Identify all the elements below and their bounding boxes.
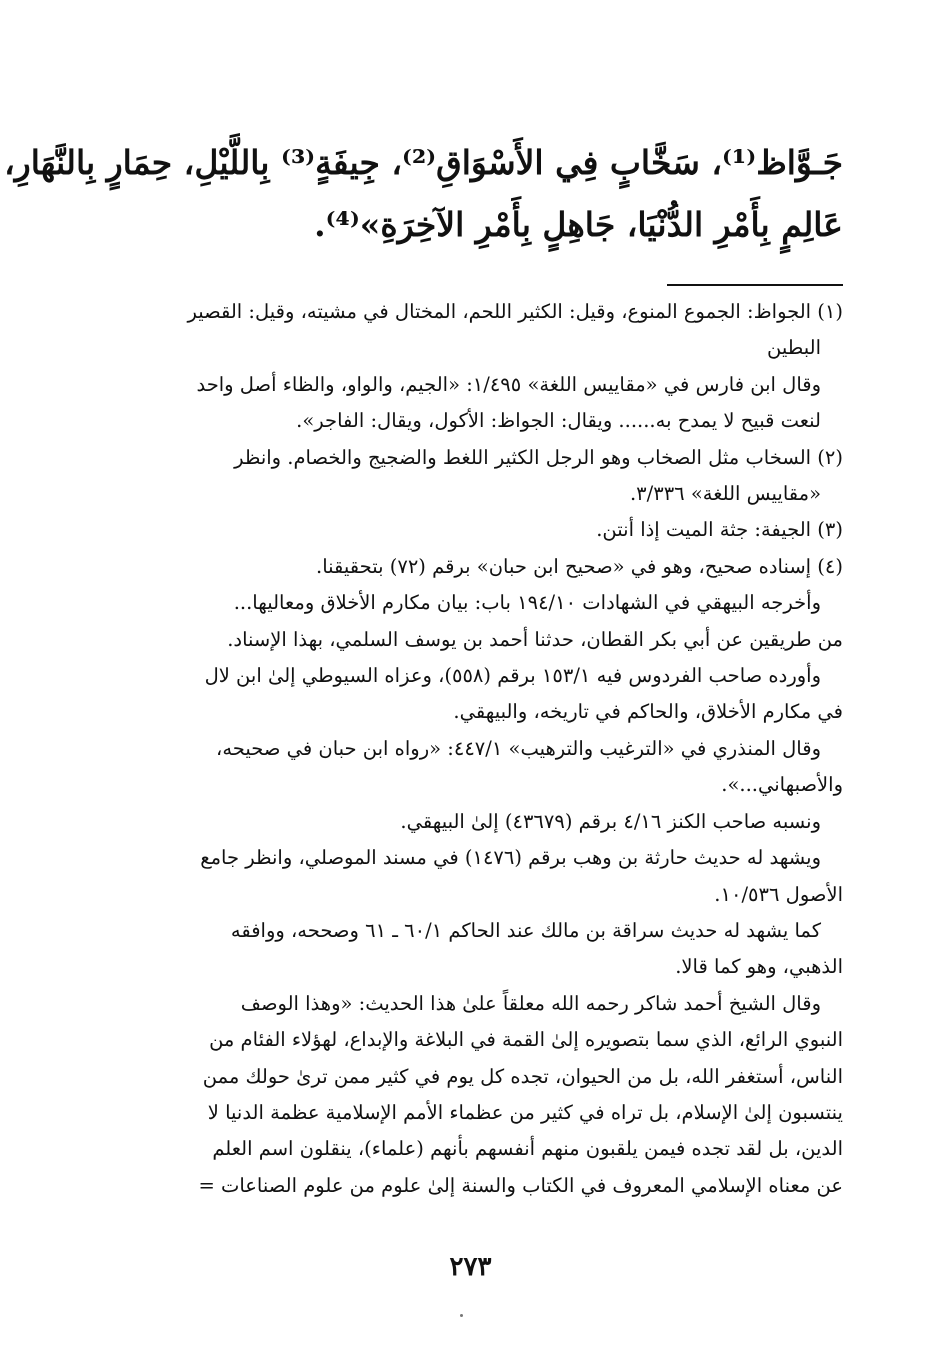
footnote-line: ينتسبون إلىٰ الإسلام، بل تراه في كثير من عظماء الأمم الإسلامية عظمة الدنيا لا (207, 1100, 843, 1124)
hadith-line: جَـوَّاظ⁽¹⁾، سَخَّابٍ فِي الأَسْوَاقِ⁽²⁾، جِيفَةٍ⁽³⁾ بِاللَّيْلِ، حِمَارٍ بِالنَّهَارِ، (4, 143, 843, 182)
footnote-line: ونسبه صاحب الكنز ٤/١٦ برقم (٤٣٦٧٩) إلىٰ البيهقي. (400, 809, 821, 833)
footnote-line: (٣) الجيفة: جثة الميت إذا أنتن. (596, 518, 843, 542)
hadith-text (4, 132, 843, 256)
footnote-line: وأخرجه البيهقي في الشهادات ١٩٤/١٠ باب: بيان مكارم الأخلاق ومعاليها... (233, 591, 821, 615)
scan-speck (460, 1314, 463, 1317)
footnote-line: كما يشهد له حديث سراقة بن مالك عند الحاكم ٦٠/١ ـ ٦١ وصححه، ووافقه (230, 918, 821, 942)
footnote-separator (667, 284, 843, 286)
footnote-line: الأصول ١٠/٥٣٦. (714, 882, 843, 906)
footnote-line: النبوي الرائع، الذي سما بتصويره إلىٰ القمة في البلاغة والإبداع، لهؤلاء الفئام من (209, 1028, 843, 1052)
footnote-line: وقال ابن فارس في «مقاييس اللغة» ١/٤٩٥: «الجيم، والواو، والظاء أصل واحد (196, 372, 821, 396)
page-number: ٢٧٣ (449, 1252, 492, 1282)
footnote-line: لنعت قبيح لا يمدح به...... ويقال: الجواظ: الأكول، ويقال: الفاجر». (296, 409, 821, 433)
footnote-line: البطين (767, 336, 821, 360)
footnote-line: من طريقين عن أبي بكر القطان، حدثنا أحمد بن يوسف السلمي، بهذا الإسناد. (227, 627, 843, 651)
footnote-line: «مقاييس اللغة» ٣/٣٣٦. (629, 482, 821, 506)
footnote-line: الناس، أستغفر الله، بل من الحيوان، تجده كل يوم في كثير ممن ترىٰ حولك ممن (202, 1064, 843, 1088)
footnote-line: الدين، بل لقد تجده فيمن يلقبون منهم أنفسهم بأنهم (علماء)، ينقلون اسم العلم (212, 1137, 843, 1161)
footnote-line: وأورده صاحب الفردوس فيه ١٥٣/١ برقم (٥٥٨)، وعزاه السيوطي إلىٰ ابن لال (204, 664, 821, 688)
footnotes (101, 294, 843, 1204)
footnote-line: (١) الجواظ: الجموع المنوع، وقيل: الكثير اللحم، المختال في مشيته، وقيل: القصير (187, 300, 843, 323)
footnote-line: في مكارم الأخلاق، والحاكم في تاريخه، والبيهقي. (453, 700, 843, 724)
footnote-line: وقال الشيخ أحمد شاكر رحمه الله معلقاً علىٰ هذا الحديث: «وهذا الوصف (240, 991, 821, 1015)
footnote-line: ويشهد له حديث حارثة بن وهب برقم (١٤٧٦) في مسند الموصلي، وانظر جامع (200, 846, 821, 870)
footnote-line: والأصبهاني...». (721, 773, 843, 797)
footnote-line: عن معناه الإسلامي المعروف في الكتاب والسنة إلىٰ علوم من علوم الصناعات = (198, 1173, 843, 1197)
hadith-line: عَالِمٍ بِأَمْرِ الدُّنْيَا، جَاهِلٍ بِأَمْرِ الآخِرَةِ»⁽⁴⁾. (314, 205, 843, 244)
footnote-line: الذهبي، وهو كما قالا. (675, 955, 843, 979)
footnote-line: (٢) السخاب مثل الصخاب وهو الرجل الكثير اللغط والضجيج والخصام. وانظر (234, 445, 843, 469)
footnote-line: (٤) إسناده صحيح، وهو في «صحيح ابن حبان» برقم (٧٢) بتحقيقنا. (316, 554, 843, 578)
footnote-line: وقال المنذري في «الترغيب والترهيب» ٤٤٧/١: «رواه ابن حبان في صحيحه، (216, 736, 821, 760)
